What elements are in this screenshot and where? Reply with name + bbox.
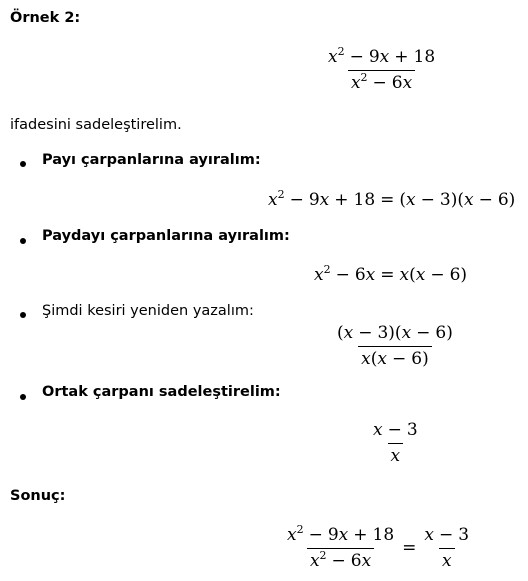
initial-numerator: $x^2 - 9x + 18$ xyxy=(328,45,436,67)
initial-fraction xyxy=(325,45,438,93)
step-4-label: Ortak çarpanı sadeleştirelim: xyxy=(42,384,281,400)
example-title: Örnek 2: xyxy=(10,10,81,26)
final-equation: $\frac{x^2 - 9x + 18}{x^2 - 6x}$ = $\frac{x - 3}{x}$ xyxy=(287,523,470,571)
numerator-factor-equation: $x^2 - 9x + 18 = (x - 3)(x - 6)$ xyxy=(268,188,516,210)
step-2-label: Paydayı çarpanlarına ayıralım: xyxy=(42,228,290,244)
bullet-icon xyxy=(20,238,26,244)
step-1-label: Payı çarpanlarına ayıralım: xyxy=(42,152,261,168)
denominator-factor-equation: $x^2 - 6x = x(x - 6)$ xyxy=(314,263,468,285)
bullet-icon xyxy=(20,312,26,318)
step-3-label: Şimdi kesiri yeniden yazalım: xyxy=(42,303,254,319)
initial-denominator: $x^2 - 6x$ xyxy=(348,70,415,93)
simplified-fraction: $\frac{x - 3}{x}$ xyxy=(373,420,418,466)
intro-text: ifadesini sadeleştirelim. xyxy=(10,117,182,133)
bullet-icon xyxy=(20,161,26,167)
bullet-icon xyxy=(20,394,26,400)
rewritten-fraction: $\frac{(x - 3)(x - 6)}{x(x - 6)}$ xyxy=(337,323,453,369)
result-heading: Sonuç: xyxy=(10,488,66,504)
